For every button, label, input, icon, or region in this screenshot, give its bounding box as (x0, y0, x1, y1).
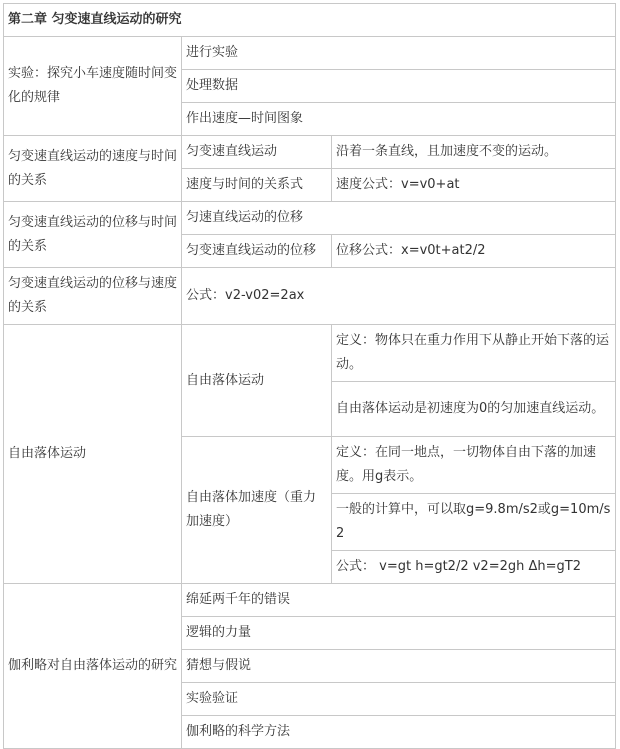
ff-motion-label: 自由落体运动 (182, 325, 332, 437)
section-title-displacement-velocity: 匀变速直线运动的位移与速度的关系 (4, 268, 182, 325)
dt-row1: 匀速直线运动的位移 (182, 202, 616, 235)
chapter-title: 第二章 匀变速直线运动的研究 (4, 4, 616, 37)
experiment-item: 处理数据 (182, 70, 616, 103)
vt-value: 沿着一条直线，且加速度不变的运动。 (332, 136, 616, 169)
dv-formula: 公式：v2-v02=2ax (182, 268, 616, 325)
table-row (4, 4, 616, 37)
ff-motion-text: 自由落体运动是初速度为0的匀加速直线运动。 (332, 382, 616, 437)
table-row (4, 268, 616, 325)
section-title-velocity-time: 匀变速直线运动的速度与时间的关系 (4, 136, 182, 202)
section-title-free-fall: 自由落体运动 (4, 325, 182, 584)
dt-label: 匀变速直线运动的位移 (182, 235, 332, 268)
table-row (4, 136, 616, 169)
vt-label: 匀变速直线运动 (182, 136, 332, 169)
galileo-item: 伽利略的科学方法 (182, 716, 616, 749)
ff-accel-text: 定义：在同一地点，一切物体自由下落的加速度。用g表示。 (332, 437, 616, 494)
section-title-displacement-time: 匀变速直线运动的位移与时间的关系 (4, 202, 182, 268)
galileo-item: 绵延两千年的错误 (182, 584, 616, 617)
vt-value: 速度公式：v=v0+at (332, 169, 616, 202)
section-title-galileo: 伽利略对自由落体运动的研究 (4, 584, 182, 749)
ff-accel-text: 一般的计算中，可以取g=9.8m/s2或g=10m/s2 (332, 494, 616, 551)
ff-motion-text: 定义：物体只在重力作用下从静止开始下落的运动。 (332, 325, 616, 382)
table-row (4, 37, 616, 70)
table-row (4, 584, 616, 617)
vt-label: 速度与时间的关系式 (182, 169, 332, 202)
galileo-item: 实验验证 (182, 683, 616, 716)
section-title-experiment: 实验：探究小车速度随时间变化的规律 (4, 37, 182, 136)
experiment-item: 作出速度—时间图象 (182, 103, 616, 136)
galileo-item: 猜想与假说 (182, 650, 616, 683)
table-row (4, 325, 616, 382)
dt-value: 位移公式：x=v0t+at2/2 (332, 235, 616, 268)
ff-accel-label: 自由落体加速度（重力加速度） (182, 437, 332, 584)
ff-accel-text: 公式： v=gt h=gt2/2 v2=2gh Δh=gT2 (332, 551, 616, 584)
table-row (4, 202, 616, 235)
chapter-summary-table (3, 3, 616, 749)
galileo-item: 逻辑的力量 (182, 617, 616, 650)
experiment-item: 进行实验 (182, 37, 616, 70)
